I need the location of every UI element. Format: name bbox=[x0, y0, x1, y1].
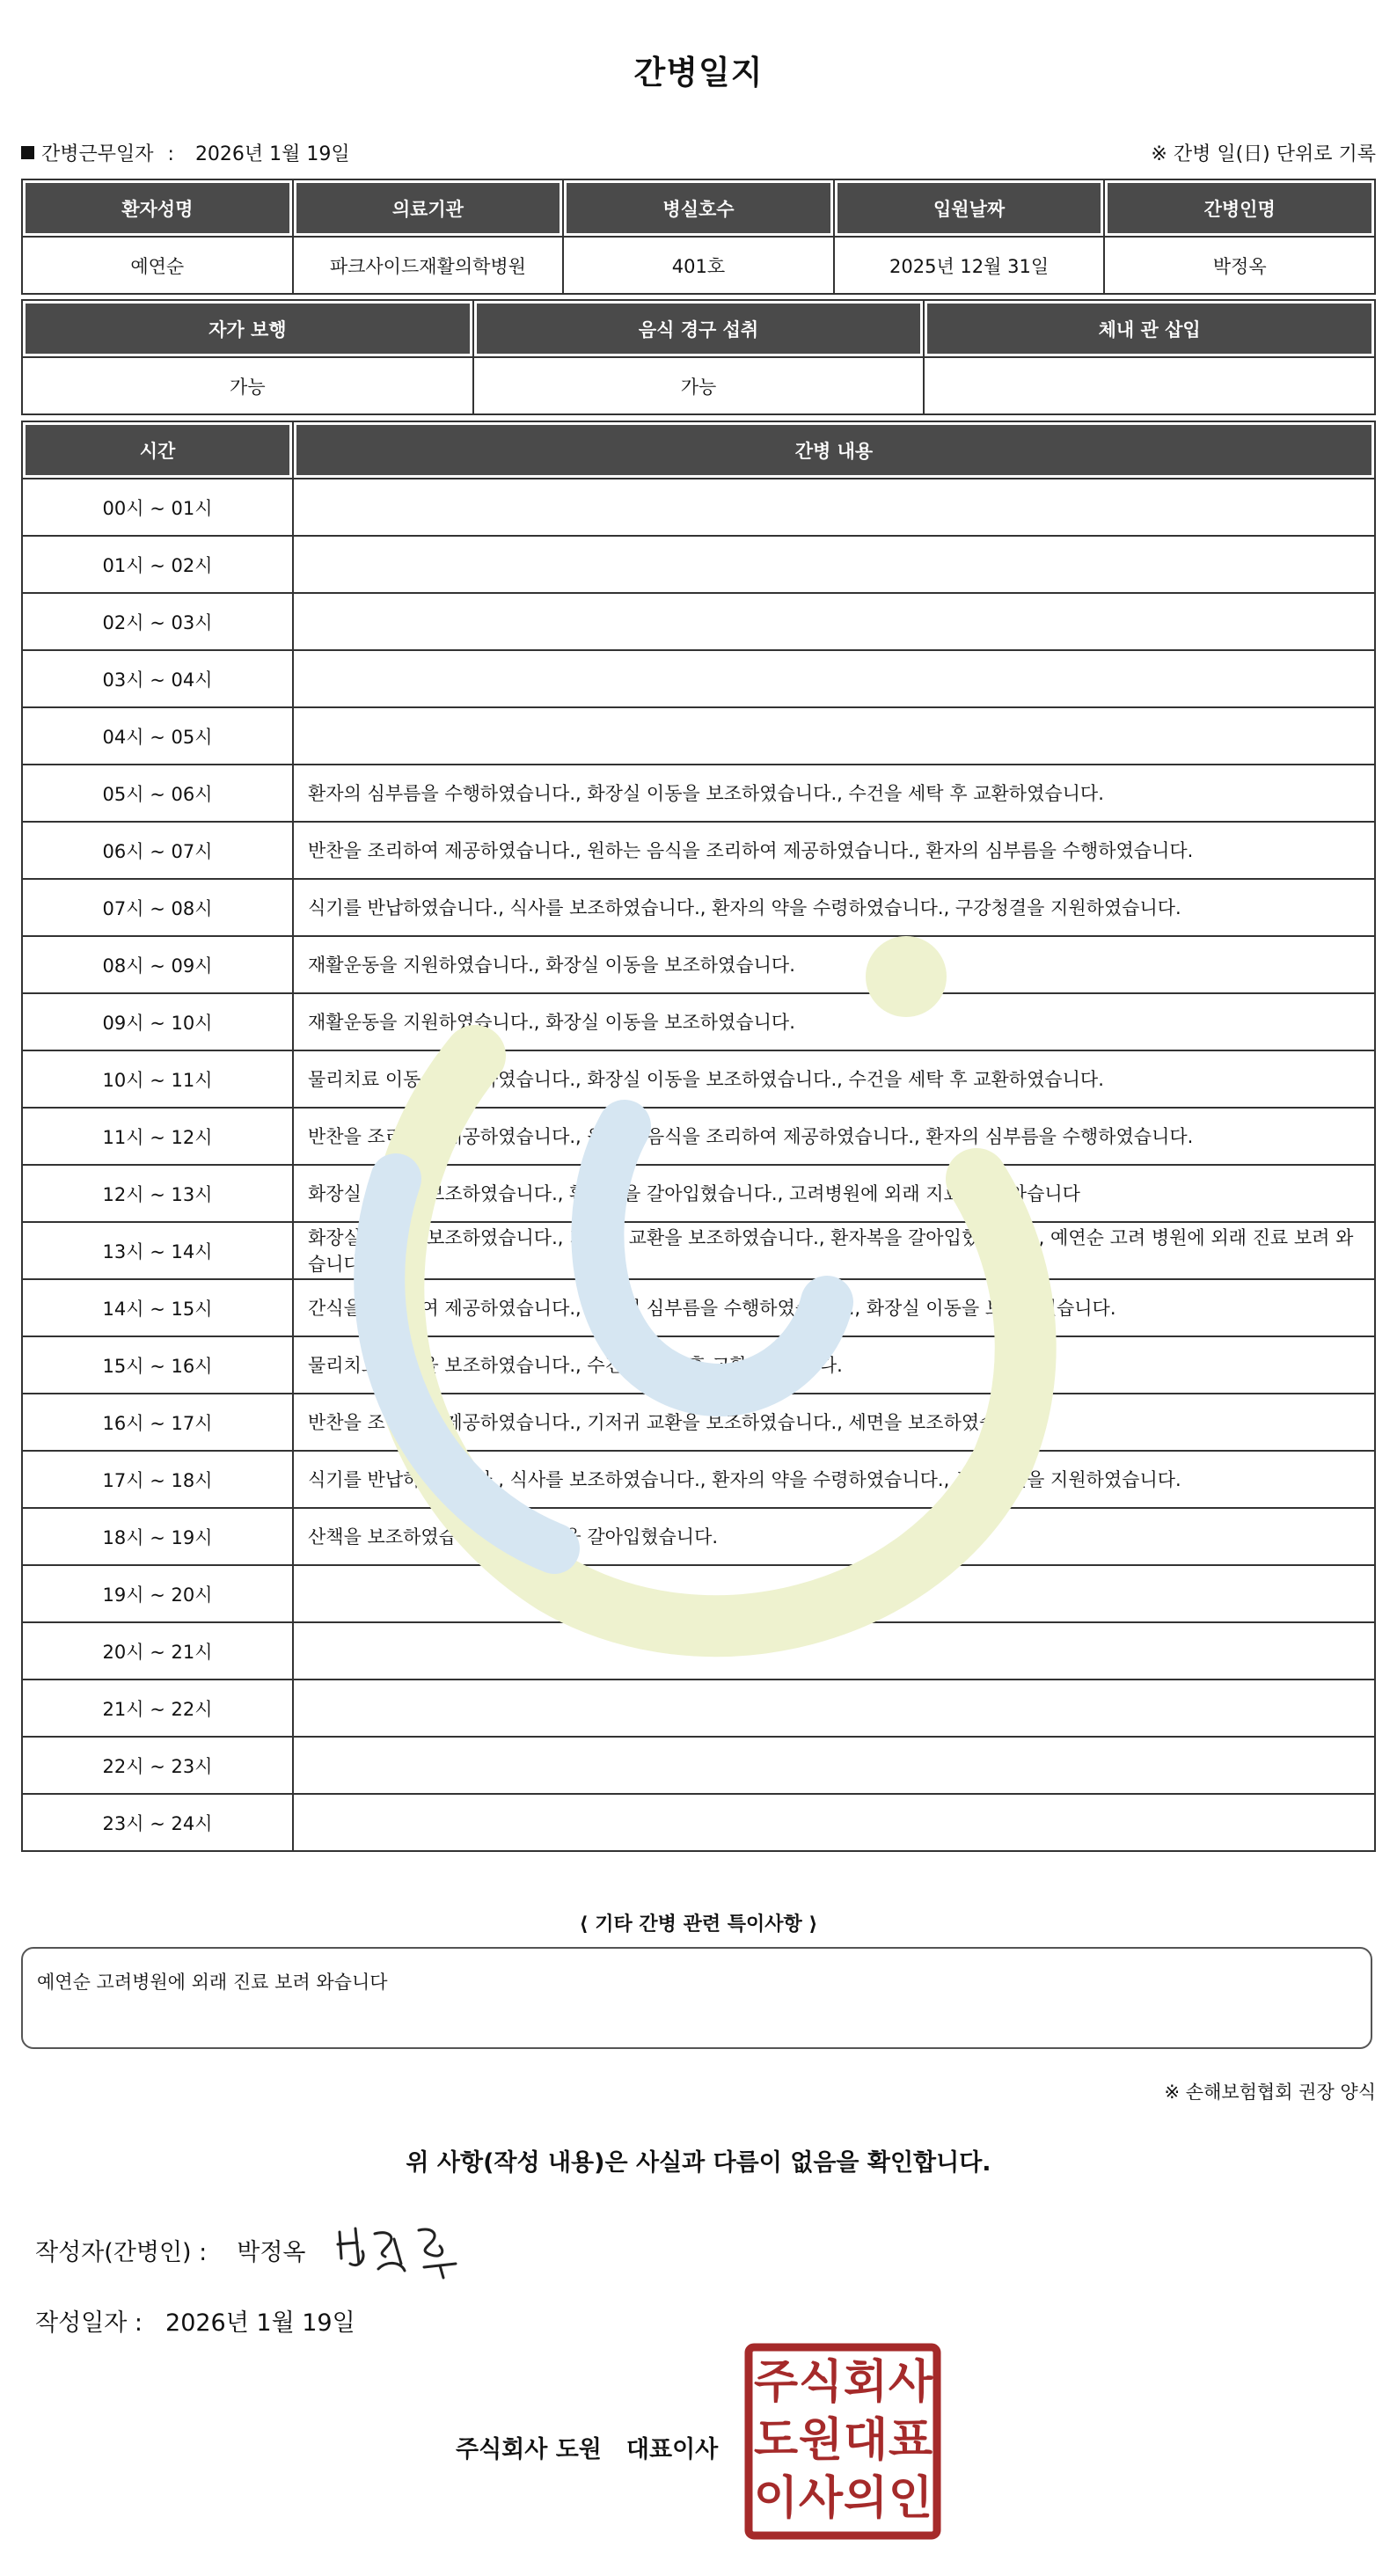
care-log-row bbox=[23, 1337, 1376, 1394]
care-log-time: 17시 ~ 18시 bbox=[23, 1452, 294, 1509]
care-log-time: 16시 ~ 17시 bbox=[23, 1394, 294, 1452]
header-time: 시간 bbox=[23, 422, 294, 479]
work-date-value: 2026년 1월 19일 bbox=[194, 143, 350, 165]
care-log-content bbox=[294, 1795, 1376, 1852]
tube-insertion-value bbox=[925, 358, 1376, 415]
caregiver-name: 박정옥 bbox=[1105, 238, 1376, 295]
care-log-time: 20시 ~ 21시 bbox=[23, 1623, 294, 1680]
patient-info-table bbox=[21, 179, 1376, 295]
care-log-time: 14시 ~ 15시 bbox=[23, 1280, 294, 1337]
header-care-content: 간병 내용 bbox=[294, 422, 1376, 479]
care-log-row bbox=[23, 1566, 1376, 1623]
seal-character: 원 bbox=[798, 2414, 844, 2467]
care-log-time: 13시 ~ 14시 bbox=[23, 1223, 294, 1280]
care-log-row bbox=[23, 651, 1376, 708]
header-tube-insertion: 체내 관 삽입 bbox=[925, 301, 1376, 358]
care-log-row bbox=[23, 1051, 1376, 1109]
seal-character: 식 bbox=[798, 2356, 844, 2409]
header-room-number: 병실호수 bbox=[564, 180, 835, 238]
care-log-row bbox=[23, 479, 1376, 537]
care-log-content: 물리치료 이동을 보조하였습니다., 화장실 이동을 보조하였습니다., 수건을 세탁 후 교환하였습니다. bbox=[294, 1051, 1376, 1109]
work-date-label: 간병근무일자 bbox=[41, 143, 154, 165]
header-patient-name: 환자성명 bbox=[23, 180, 294, 238]
header-medical-institution: 의료기관 bbox=[294, 180, 565, 238]
care-log-row bbox=[23, 765, 1376, 823]
care-log-row bbox=[23, 537, 1376, 594]
status-header-row bbox=[23, 301, 1376, 358]
writer-label: 작성자(간병인) : bbox=[35, 2239, 208, 2266]
care-log-row bbox=[23, 880, 1376, 937]
care-log-row bbox=[23, 594, 1376, 651]
care-log-time: 10시 ~ 11시 bbox=[23, 1051, 294, 1109]
seal-character: 사 bbox=[798, 2472, 844, 2525]
care-log-row bbox=[23, 1166, 1376, 1223]
handwritten-signature bbox=[333, 2220, 464, 2280]
notes-text: 예연순 고려병원에 외래 진료 보려 와습니다 bbox=[37, 1972, 388, 1993]
care-log-time: 00시 ~ 01시 bbox=[23, 479, 294, 537]
seal-character: 도 bbox=[753, 2414, 799, 2467]
care-log-time: 06시 ~ 07시 bbox=[23, 823, 294, 880]
care-log-row bbox=[23, 823, 1376, 880]
care-log-time: 09시 ~ 10시 bbox=[23, 994, 294, 1051]
notes-box bbox=[21, 1947, 1372, 2049]
care-log-row bbox=[23, 937, 1376, 994]
care-log-row bbox=[23, 1452, 1376, 1509]
care-log-time: 05시 ~ 06시 bbox=[23, 765, 294, 823]
written-date-label: 작성일자 : bbox=[35, 2309, 143, 2337]
seal-character: 주 bbox=[753, 2356, 799, 2409]
seal-character: 인 bbox=[888, 2472, 933, 2525]
care-log-content: 물리치료 이동을 보조하였습니다., 수건을 세탁 후 교환하였습니다. bbox=[294, 1337, 1376, 1394]
seal-character: 의 bbox=[843, 2472, 889, 2525]
care-log-row bbox=[23, 994, 1376, 1051]
writer-name: 박정옥 bbox=[237, 2239, 306, 2266]
care-log-row bbox=[23, 1795, 1376, 1852]
care-log-row bbox=[23, 1509, 1376, 1566]
unit-note: ※ 간병 일(日) 단위로 기록 bbox=[1151, 143, 1376, 165]
document-title: 간병일지 bbox=[633, 54, 764, 91]
colon: : bbox=[167, 143, 174, 165]
care-log-row bbox=[23, 1280, 1376, 1337]
care-log-row bbox=[23, 1680, 1376, 1738]
care-log-content: 식기를 반납하였습니다., 식사를 보조하였습니다., 환자의 약을 수령하였습니다., 구강청결을 지원하였습니다. bbox=[294, 1452, 1376, 1509]
medical-institution: 파크사이드재활의학병원 bbox=[294, 238, 565, 295]
patient-status-table bbox=[21, 299, 1376, 415]
care-log-time: 11시 ~ 12시 bbox=[23, 1109, 294, 1166]
care-log-content bbox=[294, 651, 1376, 708]
patient-name: 예연순 bbox=[23, 238, 294, 295]
writer-row bbox=[35, 2233, 306, 2267]
care-log-time: 18시 ~ 19시 bbox=[23, 1509, 294, 1566]
form-note: ※ 손해보험협회 권장 양식 bbox=[1164, 2082, 1376, 2103]
self-walking-value: 가능 bbox=[23, 358, 474, 415]
care-header-row bbox=[23, 422, 1376, 479]
care-log-content: 반찬을 조리하여 제공하였습니다., 원하는 음식을 조리하여 제공하였습니다., 환자의 심부름을 수행하였습니다. bbox=[294, 1109, 1376, 1166]
care-log-content: 산책을 보조하였습니다., 환자복을 갈아입혔습니다. bbox=[294, 1509, 1376, 1566]
header-self-walking: 자가 보행 bbox=[23, 301, 474, 358]
seal-character: 회 bbox=[843, 2356, 889, 2409]
care-log-time: 02시 ~ 03시 bbox=[23, 594, 294, 651]
patient-value-row bbox=[23, 238, 1376, 295]
care-log-content bbox=[294, 1566, 1376, 1623]
company-row bbox=[456, 2430, 718, 2464]
care-log-content: 화장실 이동을 보조하였습니다., 환자복을 갈아입혔습니다., 고려병원에 외래 지료 보러 와습니다 bbox=[294, 1166, 1376, 1223]
company-seal-stamp bbox=[744, 2343, 941, 2540]
care-log-content: 식기를 반납하였습니다., 식사를 보조하였습니다., 환자의 약을 수령하였습니다., 구강청결을 지원하였습니다. bbox=[294, 880, 1376, 937]
care-log-time: 01시 ~ 02시 bbox=[23, 537, 294, 594]
care-log-content: 화장실 이동을 보조하였습니다., 기저귀 교환을 보조하였습니다., 환자복을 갈아입혔습니다., 예연순 고려 병원에 외래 진료 보려 와습니다 bbox=[294, 1223, 1376, 1280]
care-log-time: 04시 ~ 05시 bbox=[23, 708, 294, 765]
care-log-content bbox=[294, 479, 1376, 537]
seal-character: 사 bbox=[888, 2356, 933, 2409]
care-log-content: 반찬을 조리하여 제공하였습니다., 기저귀 교환을 보조하였습니다., 세면을 보조하였습니다. bbox=[294, 1394, 1376, 1452]
care-log-time: 22시 ~ 23시 bbox=[23, 1738, 294, 1795]
header-oral-intake: 음식 경구 섭취 bbox=[474, 301, 925, 358]
care-log-time: 08시 ~ 09시 bbox=[23, 937, 294, 994]
admission-date: 2025년 12월 31일 bbox=[835, 238, 1106, 295]
care-log-content bbox=[294, 537, 1376, 594]
care-log-time: 19시 ~ 20시 bbox=[23, 1566, 294, 1623]
room-number: 401호 bbox=[564, 238, 835, 295]
seal-character: 대 bbox=[843, 2414, 889, 2467]
care-log-time: 07시 ~ 08시 bbox=[23, 880, 294, 937]
status-value-row bbox=[23, 358, 1376, 415]
care-log-time: 21시 ~ 22시 bbox=[23, 1680, 294, 1738]
care-log-content bbox=[294, 1623, 1376, 1680]
work-date-row bbox=[21, 139, 350, 166]
care-log-content: 환자의 심부름을 수행하였습니다., 화장실 이동을 보조하였습니다., 수건을 세탁 후 교환하였습니다. bbox=[294, 765, 1376, 823]
care-log-content: 재활운동을 지원하였습니다., 화장실 이동을 보조하였습니다. bbox=[294, 937, 1376, 994]
written-date-value: 2026년 1월 19일 bbox=[165, 2309, 355, 2337]
representative-title: 대표이사 bbox=[625, 2436, 719, 2463]
care-log-time: 15시 ~ 16시 bbox=[23, 1337, 294, 1394]
care-log-time: 23시 ~ 24시 bbox=[23, 1795, 294, 1852]
company-name: 주식회사 도원 bbox=[456, 2436, 602, 2463]
care-log-content bbox=[294, 1738, 1376, 1795]
care-log-content bbox=[294, 594, 1376, 651]
care-log-row bbox=[23, 708, 1376, 765]
confirmation-statement: 위 사항(작성 내용)은 사실과 다름이 없음을 확인합니다. bbox=[406, 2149, 991, 2177]
care-log-body bbox=[23, 479, 1376, 1852]
care-log-content: 간식을 구매하여 제공하였습니다., 환자의 심부름을 수행하였습니다., 화장실 이동을 보조하였습니다. bbox=[294, 1280, 1376, 1337]
care-log-row bbox=[23, 1738, 1376, 1795]
care-log-row bbox=[23, 1394, 1376, 1452]
care-log-time: 12시 ~ 13시 bbox=[23, 1166, 294, 1223]
patient-header-row bbox=[23, 180, 1376, 238]
care-log-content: 재활운동을 지원하였습니다., 화장실 이동을 보조하였습니다. bbox=[294, 994, 1376, 1051]
written-date-row bbox=[35, 2303, 355, 2338]
header-admission-date: 입원날짜 bbox=[835, 180, 1106, 238]
seal-character: 이 bbox=[753, 2472, 799, 2525]
seal-character: 표 bbox=[888, 2414, 933, 2467]
notes-title: ⟨ 기타 간병 관련 특이사항 ⟩ bbox=[579, 1914, 818, 1936]
oral-intake-value: 가능 bbox=[474, 358, 925, 415]
header-caregiver-name: 간병인명 bbox=[1105, 180, 1376, 238]
care-log-time: 03시 ~ 04시 bbox=[23, 651, 294, 708]
care-log-content bbox=[294, 1680, 1376, 1738]
care-log-content: 반찬을 조리하여 제공하였습니다., 원하는 음식을 조리하여 제공하였습니다., 환자의 심부름을 수행하였습니다. bbox=[294, 823, 1376, 880]
care-log-row bbox=[23, 1623, 1376, 1680]
care-log-content bbox=[294, 708, 1376, 765]
care-log-table bbox=[21, 421, 1376, 1852]
square-bullet-icon bbox=[21, 146, 34, 159]
care-log-row bbox=[23, 1223, 1376, 1280]
care-log-row bbox=[23, 1109, 1376, 1166]
